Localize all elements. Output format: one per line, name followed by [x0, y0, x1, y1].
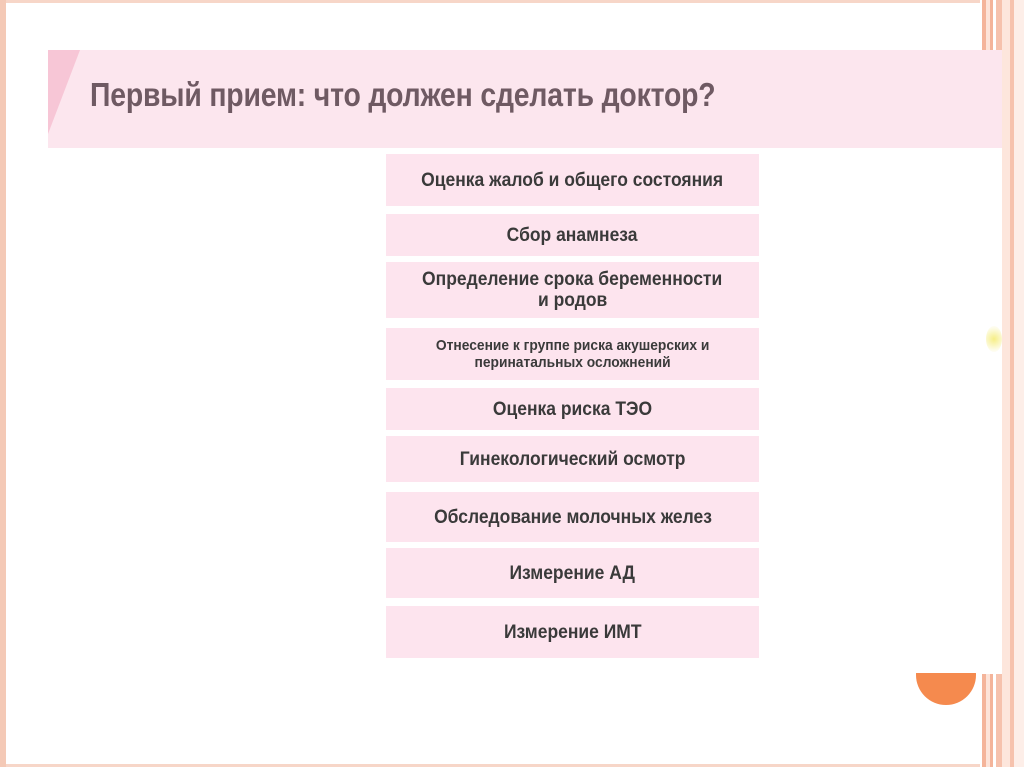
- page-title: Первый прием: что должен сделать доктор?: [90, 76, 716, 113]
- step-item: [386, 262, 759, 318]
- step-item: [386, 606, 759, 658]
- step-label: Измерение ИМТ: [503, 621, 642, 643]
- step-item: [386, 492, 759, 542]
- step-label: Обследование молочных желез: [433, 506, 712, 528]
- step-label: Сбор анамнеза: [507, 224, 638, 246]
- step-item: [386, 436, 759, 482]
- left-border-decoration: [0, 0, 6, 767]
- step-item: [386, 328, 759, 380]
- step-label: Оценка риска ТЭО: [492, 398, 653, 420]
- step-label-line-1: Отнесение к группе риска акушерских и: [435, 337, 710, 354]
- step-label-line-1: Определение срока беременности: [422, 269, 723, 290]
- step-item: [386, 388, 759, 430]
- step-label-line-2: и родов: [537, 290, 608, 311]
- step-label: Измерение АД: [509, 562, 636, 584]
- top-border-decoration: [6, 0, 980, 3]
- highlight-decoration: [986, 326, 1002, 352]
- step-item: [386, 154, 759, 206]
- step-label-line-2: перинатальных осложнений: [474, 354, 671, 371]
- step-label: Оценка жалоб и общего состояния: [421, 169, 724, 191]
- title-accent-decoration: [48, 50, 80, 134]
- step-item: [386, 214, 759, 256]
- step-item: [386, 548, 759, 598]
- step-label: Гинекологический осмотр: [459, 448, 686, 470]
